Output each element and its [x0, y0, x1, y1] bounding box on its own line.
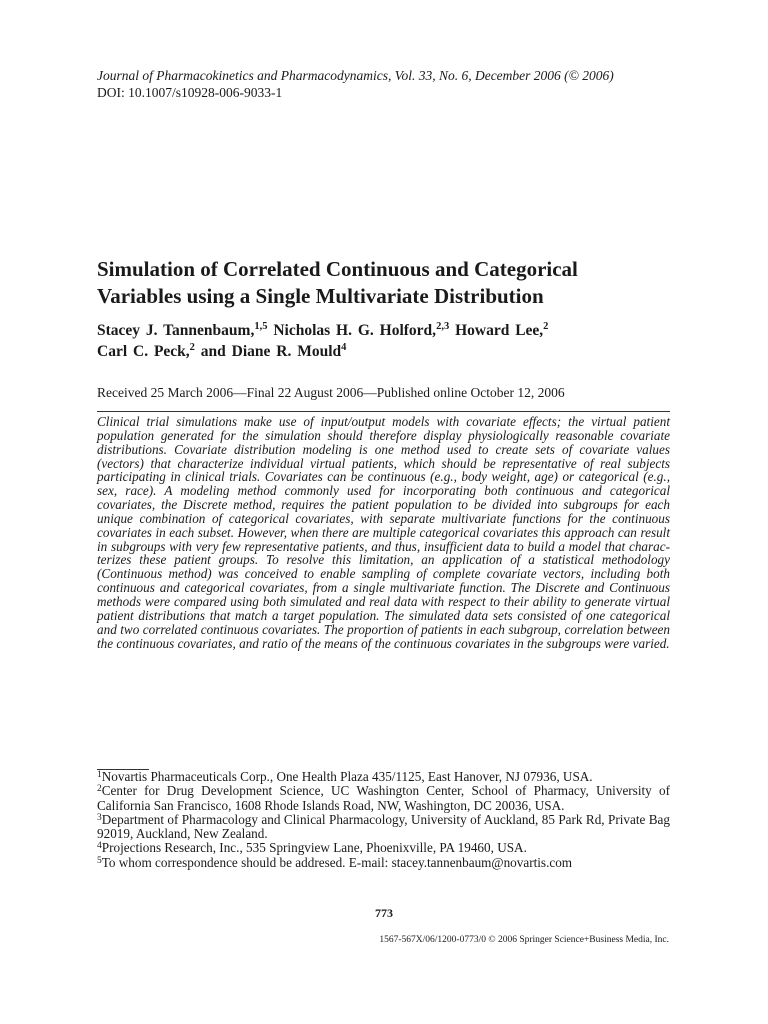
footnote-text: Projections Research, Inc., 535 Springview Lane, Phoenixville, PA 19460, USA. — [101, 840, 527, 856]
journal-header — [97, 67, 672, 101]
footnote-mark: 5 — [97, 855, 102, 866]
publication-dates: Received 25 March 2006—Final 22 August 2006—Published online October 12, 2006 — [97, 385, 565, 400]
footnote-mark: 2 — [97, 784, 102, 795]
author-name: Howard Lee, — [455, 322, 544, 339]
footnote-mark: 3 — [97, 812, 102, 823]
author-name: Nicholas H. G. Holford, — [273, 322, 437, 339]
author-name: Stacey J. Tannenbaum, — [97, 322, 255, 339]
author-name: and Diane R. Mould — [200, 343, 342, 360]
footnote-text: Center for Drug Development Science, UC Washington Center, School of Pharmacy, University of California San Francisco, 1608 Rhode Islands Road, NW, Washington, DC 20036, USA. — [97, 783, 670, 813]
author-affiliation: 4 — [341, 341, 347, 353]
footnote-text: Department of Pharmacology and Clinical Pharmacology, University of Auckland, 85 Park Rd, Private Bag 92019, Auckland, New Zealand. — [97, 811, 670, 842]
footnote-mark: 1 — [97, 770, 102, 780]
author-affiliation: 2 — [189, 341, 195, 353]
footnote — [97, 770, 670, 784]
footnote — [97, 856, 670, 870]
author-affiliation: 2,3 — [436, 320, 450, 332]
footnote — [97, 813, 670, 842]
copyright-line: 1567-567X/06/1200-0773/0 © 2006 Springer Science+Business Media, Inc. — [379, 935, 669, 945]
abstract: Clinical trial simulations make use of input/output models with covariate effects; the virtual patient population generated for the simulation should therefore display physiologically reasonable covariate distributions. Covariate distribution modeling is one method used to create sets of covariate values (vectors) that characterize individual virtual patients, which should be representative of real subjects participating in clinical trials. Covariates can be continuous (e.g., body weight, age) or categorical (e.g., sex, race). A modeling method commonly used for incorporating both continuous and categorical covariates, the Discrete method, requires the patient population to be divided into subgroups for each unique combination of categorical covariates, with separate multivariate functions for the continuous covariates in each subset. However, when there are multiple categorical covariates this approach can result in subgroups with very few representative patients, and thus, insufficient data to build a model that characterizes these patient groups. To resolve this limitation, an application of a statistical methodology (Continuous method) was conceived to enable sampling of complete covariate vectors, including both continuous and categorical covariates, from a single multivariate function. The Discrete and Continuous methods were compared using both simulated and real data with respect to their ability to generate virtual patient distributions that match a target population. The simulated data sets consisted of one categorical and two correlated continuous covariates. The proportion of patients in each subgroup, correlation between the continuous covariates, and ratio of the means of the continuous covariates in the subgroups were varied. — [97, 414, 670, 651]
footnote — [97, 841, 670, 855]
title-line-1: Simulation of Correlated Continuous and Categorical — [97, 257, 578, 281]
title-line-2: Variables using a Single Multivariate Distribution — [97, 284, 544, 308]
author-name: Carl C. Peck, — [97, 343, 190, 360]
journal-citation: Journal of Pharmacokinetics and Pharmacodynamics, Vol. 33, No. 6, December 2006 (© 2006) — [97, 68, 614, 83]
author-affiliation: 1,5 — [254, 320, 268, 332]
footnote-mark: 4 — [97, 841, 102, 852]
author-list — [97, 320, 672, 362]
author-affiliation: 2 — [543, 320, 549, 332]
doi[interactable]: DOI: 10.1007/s10928-006-9033-1 — [97, 85, 283, 100]
footnote-text: Novartis Pharmaceuticals Corp., One Health Plaza 435/1125, East Hanover, NJ 07936, USA. — [101, 769, 593, 784]
page-number: 773 — [375, 906, 393, 920]
footnotes — [97, 770, 670, 870]
abstract-top-rule — [97, 411, 670, 412]
footnote-text: To whom correspondence should be addresed. E-mail: stacey.tannenbaum@novartis.com — [101, 854, 573, 870]
article-title — [97, 256, 672, 310]
footnote — [97, 784, 670, 813]
